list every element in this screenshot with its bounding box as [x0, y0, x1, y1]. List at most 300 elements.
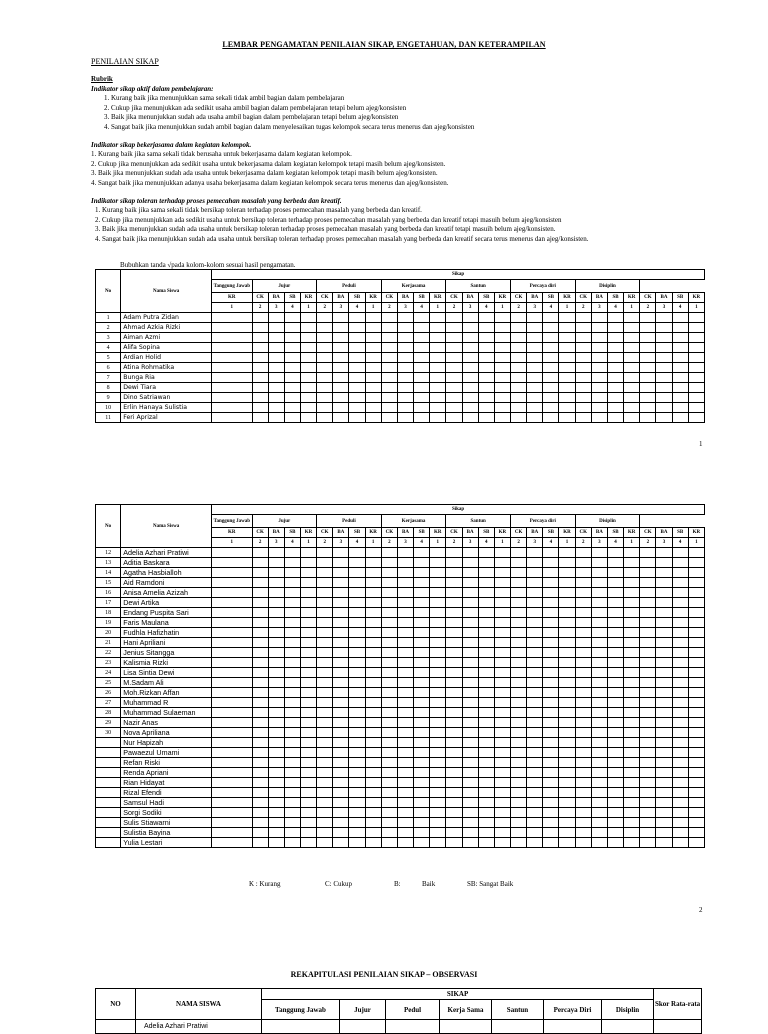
- check-cell[interactable]: [317, 828, 333, 838]
- check-cell[interactable]: [300, 638, 316, 648]
- check-cell[interactable]: [446, 568, 462, 578]
- check-cell[interactable]: [527, 818, 543, 828]
- check-cell[interactable]: [462, 678, 478, 688]
- check-cell[interactable]: [478, 728, 494, 738]
- check-cell[interactable]: [300, 678, 316, 688]
- check-cell[interactable]: [268, 598, 284, 608]
- check-cell[interactable]: [300, 383, 316, 393]
- check-cell[interactable]: [414, 678, 430, 688]
- check-cell[interactable]: [575, 628, 591, 638]
- check-cell[interactable]: [527, 828, 543, 838]
- check-cell[interactable]: [212, 628, 252, 638]
- check-cell[interactable]: [414, 708, 430, 718]
- check-cell[interactable]: [672, 728, 688, 738]
- check-cell[interactable]: [575, 648, 591, 658]
- check-cell[interactable]: [349, 678, 365, 688]
- check-cell[interactable]: [446, 758, 462, 768]
- check-cell[interactable]: [268, 558, 284, 568]
- check-cell[interactable]: [656, 688, 672, 698]
- check-cell[interactable]: [511, 393, 527, 403]
- check-cell[interactable]: [688, 568, 704, 578]
- check-cell[interactable]: [317, 678, 333, 688]
- check-cell[interactable]: [543, 728, 559, 738]
- check-cell[interactable]: [252, 628, 268, 638]
- check-cell[interactable]: [212, 728, 252, 738]
- check-cell[interactable]: [494, 658, 510, 668]
- check-cell[interactable]: [527, 798, 543, 808]
- check-cell[interactable]: [252, 548, 268, 558]
- check-cell[interactable]: [688, 838, 704, 848]
- check-cell[interactable]: [624, 768, 640, 778]
- check-cell[interactable]: [284, 728, 300, 738]
- check-cell[interactable]: [397, 373, 413, 383]
- check-cell[interactable]: [527, 698, 543, 708]
- check-cell[interactable]: [688, 548, 704, 558]
- check-cell[interactable]: [656, 718, 672, 728]
- check-cell[interactable]: [462, 648, 478, 658]
- check-cell[interactable]: [624, 558, 640, 568]
- check-cell[interactable]: [212, 558, 252, 568]
- check-cell[interactable]: [656, 668, 672, 678]
- check-cell[interactable]: [607, 558, 623, 568]
- check-cell[interactable]: [252, 658, 268, 668]
- check-cell[interactable]: [365, 558, 381, 568]
- check-cell[interactable]: [607, 798, 623, 808]
- check-cell[interactable]: [527, 618, 543, 628]
- check-cell[interactable]: [511, 738, 527, 748]
- check-cell[interactable]: [688, 648, 704, 658]
- check-cell[interactable]: [430, 668, 446, 678]
- check-cell[interactable]: [607, 588, 623, 598]
- check-cell[interactable]: [397, 343, 413, 353]
- check-cell[interactable]: [300, 413, 316, 423]
- check-cell[interactable]: [462, 778, 478, 788]
- check-cell[interactable]: [381, 548, 397, 558]
- check-cell[interactable]: [430, 558, 446, 568]
- check-cell[interactable]: [656, 838, 672, 848]
- check-cell[interactable]: [414, 828, 430, 838]
- check-cell[interactable]: [462, 568, 478, 578]
- check-cell[interactable]: [511, 648, 527, 658]
- check-cell[interactable]: [591, 558, 607, 568]
- check-cell[interactable]: [511, 363, 527, 373]
- check-cell[interactable]: [511, 578, 527, 588]
- check-cell[interactable]: [365, 758, 381, 768]
- check-cell[interactable]: [446, 383, 462, 393]
- check-cell[interactable]: [624, 678, 640, 688]
- check-cell[interactable]: [640, 578, 656, 588]
- check-cell[interactable]: [430, 373, 446, 383]
- check-cell[interactable]: [430, 788, 446, 798]
- check-cell[interactable]: [317, 668, 333, 678]
- check-cell[interactable]: [607, 728, 623, 738]
- check-cell[interactable]: [397, 778, 413, 788]
- check-cell[interactable]: [252, 688, 268, 698]
- check-cell[interactable]: [317, 343, 333, 353]
- check-cell[interactable]: [462, 608, 478, 618]
- check-cell[interactable]: [575, 393, 591, 403]
- check-cell[interactable]: [268, 688, 284, 698]
- check-cell[interactable]: [575, 363, 591, 373]
- check-cell[interactable]: [365, 383, 381, 393]
- check-cell[interactable]: [591, 668, 607, 678]
- check-cell[interactable]: [317, 598, 333, 608]
- check-cell[interactable]: [365, 648, 381, 658]
- check-cell[interactable]: [365, 798, 381, 808]
- check-cell[interactable]: [268, 393, 284, 403]
- check-cell[interactable]: [624, 403, 640, 413]
- check-cell[interactable]: [640, 323, 656, 333]
- check-cell[interactable]: [333, 628, 349, 638]
- check-cell[interactable]: [656, 363, 672, 373]
- check-cell[interactable]: [212, 828, 252, 838]
- check-cell[interactable]: [381, 628, 397, 638]
- check-cell[interactable]: [624, 838, 640, 848]
- check-cell[interactable]: [640, 808, 656, 818]
- check-cell[interactable]: [349, 333, 365, 343]
- check-cell[interactable]: [462, 708, 478, 718]
- check-cell[interactable]: [591, 828, 607, 838]
- check-cell[interactable]: [624, 393, 640, 403]
- check-cell[interactable]: [591, 343, 607, 353]
- check-cell[interactable]: [672, 648, 688, 658]
- check-cell[interactable]: [640, 353, 656, 363]
- check-cell[interactable]: [284, 828, 300, 838]
- check-cell[interactable]: [591, 698, 607, 708]
- check-cell[interactable]: [559, 768, 575, 778]
- check-cell[interactable]: [212, 343, 252, 353]
- check-cell[interactable]: [268, 548, 284, 558]
- check-cell[interactable]: [430, 678, 446, 688]
- check-cell[interactable]: [317, 688, 333, 698]
- check-cell[interactable]: [414, 548, 430, 558]
- check-cell[interactable]: [252, 313, 268, 323]
- check-cell[interactable]: [349, 688, 365, 698]
- check-cell[interactable]: [607, 718, 623, 728]
- check-cell[interactable]: [397, 363, 413, 373]
- check-cell[interactable]: [511, 403, 527, 413]
- check-cell[interactable]: [365, 598, 381, 608]
- check-cell[interactable]: [397, 738, 413, 748]
- check-cell[interactable]: [462, 558, 478, 568]
- check-cell[interactable]: [656, 618, 672, 628]
- check-cell[interactable]: [252, 798, 268, 808]
- check-cell[interactable]: [268, 648, 284, 658]
- check-cell[interactable]: [268, 798, 284, 808]
- check-cell[interactable]: [212, 393, 252, 403]
- check-cell[interactable]: [543, 718, 559, 728]
- check-cell[interactable]: [212, 818, 252, 828]
- check-cell[interactable]: [365, 768, 381, 778]
- check-cell[interactable]: [478, 383, 494, 393]
- check-cell[interactable]: [212, 738, 252, 748]
- check-cell[interactable]: [672, 413, 688, 423]
- check-cell[interactable]: [478, 343, 494, 353]
- check-cell[interactable]: [672, 588, 688, 598]
- check-cell[interactable]: [494, 558, 510, 568]
- check-cell[interactable]: [478, 748, 494, 758]
- check-cell[interactable]: [252, 353, 268, 363]
- check-cell[interactable]: [656, 323, 672, 333]
- check-cell[interactable]: [284, 548, 300, 558]
- check-cell[interactable]: [494, 363, 510, 373]
- check-cell[interactable]: [672, 568, 688, 578]
- check-cell[interactable]: [494, 413, 510, 423]
- check-cell[interactable]: [559, 728, 575, 738]
- check-cell[interactable]: [462, 313, 478, 323]
- check-cell[interactable]: [446, 838, 462, 848]
- check-cell[interactable]: [640, 798, 656, 808]
- check-cell[interactable]: [640, 413, 656, 423]
- check-cell[interactable]: [559, 353, 575, 363]
- check-cell[interactable]: [527, 778, 543, 788]
- check-cell[interactable]: [333, 638, 349, 648]
- check-cell[interactable]: [559, 333, 575, 343]
- check-cell[interactable]: [268, 323, 284, 333]
- check-cell[interactable]: [381, 373, 397, 383]
- check-cell[interactable]: [591, 578, 607, 588]
- check-cell[interactable]: [397, 658, 413, 668]
- check-cell[interactable]: [349, 758, 365, 768]
- check-cell[interactable]: [543, 383, 559, 393]
- check-cell[interactable]: [656, 678, 672, 688]
- check-cell[interactable]: [656, 658, 672, 668]
- check-cell[interactable]: [607, 628, 623, 638]
- check-cell[interactable]: [430, 758, 446, 768]
- check-cell[interactable]: [607, 788, 623, 798]
- check-cell[interactable]: [591, 648, 607, 658]
- check-cell[interactable]: [333, 568, 349, 578]
- check-cell[interactable]: [672, 758, 688, 768]
- check-cell[interactable]: [414, 598, 430, 608]
- check-cell[interactable]: [527, 333, 543, 343]
- check-cell[interactable]: [462, 578, 478, 588]
- check-cell[interactable]: [300, 313, 316, 323]
- check-cell[interactable]: [591, 798, 607, 808]
- check-cell[interactable]: [462, 798, 478, 808]
- check-cell[interactable]: [527, 568, 543, 578]
- check-cell[interactable]: [607, 678, 623, 688]
- check-cell[interactable]: [672, 548, 688, 558]
- check-cell[interactable]: [381, 323, 397, 333]
- check-cell[interactable]: [381, 313, 397, 323]
- check-cell[interactable]: [381, 798, 397, 808]
- check-cell[interactable]: [575, 558, 591, 568]
- check-cell[interactable]: [527, 768, 543, 778]
- check-cell[interactable]: [656, 578, 672, 588]
- check-cell[interactable]: [672, 353, 688, 363]
- check-cell[interactable]: [607, 748, 623, 758]
- check-cell[interactable]: [607, 413, 623, 423]
- check-cell[interactable]: [317, 788, 333, 798]
- check-cell[interactable]: [333, 728, 349, 738]
- check-cell[interactable]: [607, 828, 623, 838]
- check-cell[interactable]: [300, 738, 316, 748]
- check-cell[interactable]: [543, 658, 559, 668]
- check-cell[interactable]: [688, 383, 704, 393]
- check-cell[interactable]: [446, 718, 462, 728]
- check-cell[interactable]: [446, 323, 462, 333]
- check-cell[interactable]: [543, 373, 559, 383]
- check-cell[interactable]: [381, 618, 397, 628]
- check-cell[interactable]: [575, 618, 591, 628]
- check-cell[interactable]: [268, 818, 284, 828]
- check-cell[interactable]: [607, 658, 623, 668]
- check-cell[interactable]: [672, 608, 688, 618]
- check-cell[interactable]: [559, 738, 575, 748]
- check-cell[interactable]: [543, 363, 559, 373]
- check-cell[interactable]: [252, 838, 268, 848]
- check-cell[interactable]: [656, 778, 672, 788]
- check-cell[interactable]: [688, 788, 704, 798]
- check-cell[interactable]: [268, 373, 284, 383]
- check-cell[interactable]: [462, 688, 478, 698]
- check-cell[interactable]: [688, 403, 704, 413]
- check-cell[interactable]: [511, 728, 527, 738]
- check-cell[interactable]: [317, 838, 333, 848]
- check-cell[interactable]: [397, 383, 413, 393]
- check-cell[interactable]: [559, 818, 575, 828]
- check-cell[interactable]: [446, 768, 462, 778]
- check-cell[interactable]: [349, 818, 365, 828]
- check-cell[interactable]: [672, 343, 688, 353]
- check-cell[interactable]: [543, 768, 559, 778]
- check-cell[interactable]: [300, 363, 316, 373]
- check-cell[interactable]: [333, 678, 349, 688]
- check-cell[interactable]: [414, 758, 430, 768]
- check-cell[interactable]: [511, 708, 527, 718]
- check-cell[interactable]: [624, 333, 640, 343]
- check-cell[interactable]: [478, 698, 494, 708]
- check-cell[interactable]: [333, 718, 349, 728]
- check-cell[interactable]: [284, 678, 300, 688]
- check-cell[interactable]: [688, 413, 704, 423]
- check-cell[interactable]: [656, 738, 672, 748]
- check-cell[interactable]: [624, 758, 640, 768]
- check-cell[interactable]: [559, 678, 575, 688]
- check-cell[interactable]: [414, 313, 430, 323]
- check-cell[interactable]: [591, 353, 607, 363]
- check-cell[interactable]: [478, 353, 494, 363]
- check-cell[interactable]: [656, 383, 672, 393]
- check-cell[interactable]: [624, 688, 640, 698]
- check-cell[interactable]: [591, 678, 607, 688]
- check-cell[interactable]: [527, 678, 543, 688]
- check-cell[interactable]: [365, 548, 381, 558]
- check-cell[interactable]: [252, 323, 268, 333]
- check-cell[interactable]: [543, 818, 559, 828]
- check-cell[interactable]: [607, 568, 623, 578]
- check-cell[interactable]: [688, 323, 704, 333]
- check-cell[interactable]: [365, 748, 381, 758]
- check-cell[interactable]: [430, 798, 446, 808]
- check-cell[interactable]: [511, 638, 527, 648]
- check-cell[interactable]: [511, 678, 527, 688]
- check-cell[interactable]: [591, 333, 607, 343]
- check-cell[interactable]: [349, 698, 365, 708]
- check-cell[interactable]: [543, 578, 559, 588]
- check-cell[interactable]: [640, 698, 656, 708]
- check-cell[interactable]: [430, 313, 446, 323]
- check-cell[interactable]: [349, 343, 365, 353]
- check-cell[interactable]: [252, 768, 268, 778]
- check-cell[interactable]: [268, 788, 284, 798]
- check-cell[interactable]: [300, 393, 316, 403]
- check-cell[interactable]: [527, 668, 543, 678]
- check-cell[interactable]: [494, 548, 510, 558]
- check-cell[interactable]: [333, 373, 349, 383]
- check-cell[interactable]: [640, 738, 656, 748]
- check-cell[interactable]: [430, 838, 446, 848]
- check-cell[interactable]: [349, 648, 365, 658]
- check-cell[interactable]: [365, 608, 381, 618]
- check-cell[interactable]: [268, 768, 284, 778]
- check-cell[interactable]: [527, 373, 543, 383]
- check-cell[interactable]: [284, 838, 300, 848]
- check-cell[interactable]: [252, 608, 268, 618]
- check-cell[interactable]: [478, 718, 494, 728]
- check-cell[interactable]: [284, 588, 300, 598]
- check-cell[interactable]: [284, 333, 300, 343]
- check-cell[interactable]: [462, 403, 478, 413]
- check-cell[interactable]: [414, 808, 430, 818]
- check-cell[interactable]: [414, 578, 430, 588]
- check-cell[interactable]: [511, 748, 527, 758]
- check-cell[interactable]: [333, 778, 349, 788]
- check-cell[interactable]: [365, 333, 381, 343]
- check-cell[interactable]: [252, 738, 268, 748]
- check-cell[interactable]: [511, 568, 527, 578]
- check-cell[interactable]: [365, 818, 381, 828]
- check-cell[interactable]: [284, 383, 300, 393]
- check-cell[interactable]: [575, 383, 591, 393]
- check-cell[interactable]: [397, 728, 413, 738]
- check-cell[interactable]: [462, 728, 478, 738]
- check-cell[interactable]: [672, 333, 688, 343]
- check-cell[interactable]: [591, 628, 607, 638]
- check-cell[interactable]: [300, 758, 316, 768]
- check-cell[interactable]: [446, 668, 462, 678]
- check-cell[interactable]: [397, 413, 413, 423]
- check-cell[interactable]: [672, 808, 688, 818]
- check-cell[interactable]: [478, 558, 494, 568]
- check-cell[interactable]: [511, 383, 527, 393]
- check-cell[interactable]: [414, 323, 430, 333]
- check-cell[interactable]: [430, 323, 446, 333]
- check-cell[interactable]: [494, 393, 510, 403]
- check-cell[interactable]: [381, 638, 397, 648]
- check-cell[interactable]: [284, 598, 300, 608]
- check-cell[interactable]: [414, 558, 430, 568]
- check-cell[interactable]: [656, 628, 672, 638]
- check-cell[interactable]: [333, 353, 349, 363]
- check-cell[interactable]: [268, 758, 284, 768]
- check-cell[interactable]: [624, 738, 640, 748]
- check-cell[interactable]: [688, 808, 704, 818]
- check-cell[interactable]: [575, 668, 591, 678]
- check-cell[interactable]: [446, 728, 462, 738]
- check-cell[interactable]: [349, 413, 365, 423]
- check-cell[interactable]: [414, 738, 430, 748]
- check-cell[interactable]: [300, 728, 316, 738]
- check-cell[interactable]: [414, 413, 430, 423]
- check-cell[interactable]: [381, 413, 397, 423]
- check-cell[interactable]: [494, 798, 510, 808]
- check-cell[interactable]: [656, 608, 672, 618]
- check-cell[interactable]: [559, 588, 575, 598]
- check-cell[interactable]: [462, 588, 478, 598]
- check-cell[interactable]: [607, 608, 623, 618]
